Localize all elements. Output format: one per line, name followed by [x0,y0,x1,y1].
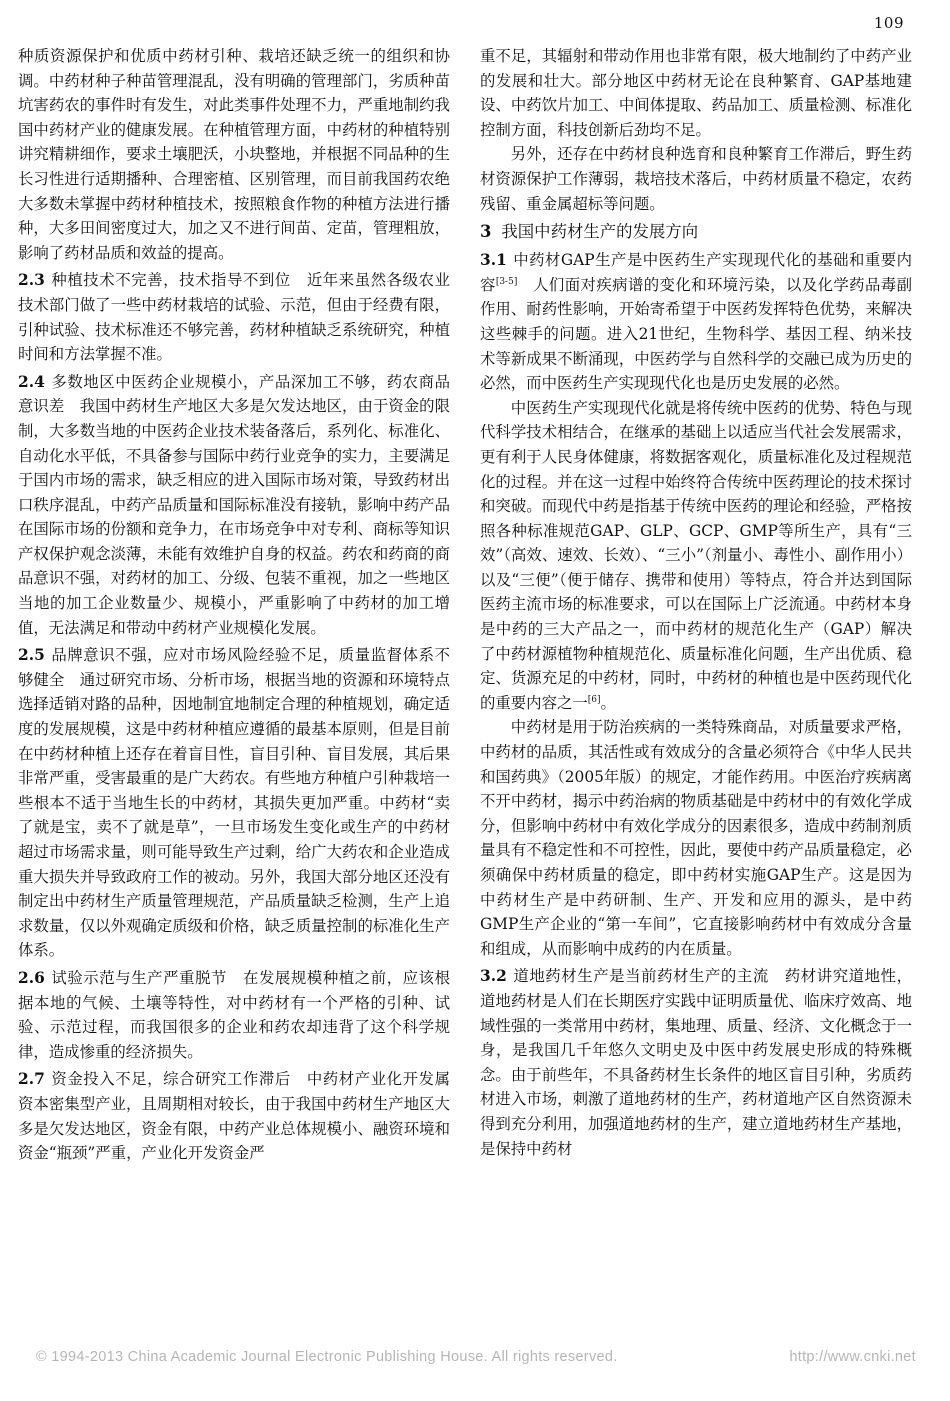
section-number: 2.7 [18,1070,45,1089]
section-heading: 种植技术不完善，技术指导不到位 [50,271,291,290]
section-body: 药材讲究道地性，道地药材是人们在长期医疗实践中证明质量优、临床疗效高、地域性强的一类常用中药材，集地理、质量、经济、文化概念于一身，是我国几千年悠久文明史及中医中药发展史形成的特殊概念。由于前些年，不具备药材生长条件的地区盲目引种，劣质药材进入市场，刺激了道地药材的生产，药材道地产区自然资源未得到充分利用，加强道地药材的生产，建立道地药材生产基地，是保持中药材 [480,967,912,1158]
section-number: 3.2 [480,967,507,986]
section-title: 我国中药材生产的发展方向 [501,222,699,242]
section-heading-h3 [480,219,912,245]
section-heading: 品牌意识不强，应对市场风险经验不足，质量监督体系不够健全 [18,646,450,689]
paragraph-p1 [18,44,450,265]
section-number: 3 [480,222,492,242]
paragraph-text: 另外，还存在中药材良种选育和良种繁育工作滞后，野生药材资源保护工作薄弱，栽培技术落后，中药材质量不稳定，农药残留、重金属超标等问题。 [480,145,912,213]
left-column [18,44,450,1166]
page-number: 109 [873,14,904,32]
section-s23 [18,268,450,366]
citation-ref: [6] [587,694,601,705]
section-s25 [18,643,450,963]
section-body: 中药材产业化开发属资本密集型产业，且周期相对较长，由于我国中药材生产地区大多是欠发达地区，资金有限，中药产业总体规模小、融资环境和资金“瓶颈”严重，产业化开发资金严 [18,1070,450,1163]
paragraph-r4 [480,715,912,961]
section-heading: 多数地区中医药企业规模小，产品深加工不够，药农商品意识差 [18,372,450,416]
paragraph-text: 种质资源保护和优质中药材引种、栽培还缺乏统一的组织和协调。中药材种子种苗管理混乱，没有明确的管理部门，劣质种苗坑害药农的事件时有发生，对此类事件处理不力，严重地制约我国中药材产业的健康发展。在种植管理方面，中药材的种植特别讲究精耕细作，要求土壤肥沃，小块整地，并根据不同品种的生长习性进行适期播种、合理密植、区别管理，而目前我国药农绝大多数未掌握中药材种植技术，按照粮食作物的种植方法进行播种，大多田间密度过大，加之又不进行间苗、定苗，管理粗放，影响了药材品质和效益的提高。 [18,47,450,262]
footer-watermark [36,1349,916,1365]
citation-ref: [3-5] [495,276,518,287]
paragraph-text: 中医药生产实现现代化就是将传统中医药的优势、特色与现代科学技术相结合，在继承的基础上以适应当代社会发展需求，更有利于人民身体健康，将数据客观化，质量标准化及过程规范化的过程。并在这一过程中始终符合传统中医药理论的技术探讨和突破。而现代中药是指基于传统中医药的理论和经验，严格按照各种标准规范GAP、GLP、GCP、GMP等所生产，具有“三效”（高效、速效、长效）、“三小”（剂量小、毒性小、副作用小）以及“三便”（便于储存、携带和使用）等特点，符合并达到国际医药主流市场的标准要求，可以在国际上广泛流通。中药材本身是中药的三大产品之一，而中药材的规范化生产（GAP）解决了中药材源植物种植规范化、质量标准化问题，生产出优质、稳定、货源充足的中药材，同时，中药材的种植也是中医药现代化的重要内容之一 [480,398,912,712]
paragraph-text: 中药材是用于防治疾病的一类特殊商品，对质量要求严格，中药材的品质，其活性或有效成分的含量必须符合《中华人民共和国药典》（2005年版）的规定，才能作药用。中医治疗疾病离不开中药材，揭示中药治病的物质基础是中药材中的有效化学成分，但影响中药材中有效化学成分的因素很多，造成中药制剂质量具有不稳定性和不可控性，因此，要使中药产品质量稳定，必须确保中药材质量的稳定，即中药材实施GAP生产。这是因为中药材生产是中药研制、生产、开发和应用的源头，是中药GMP生产企业的“第一车间”，它直接影响药材中有效成分含量和组成，从而影响中成药的内在质量。 [480,718,912,958]
section-s27 [18,1067,450,1165]
section-heading: 资金投入不足，综合研究工作滞后 [50,1070,291,1089]
section-number: 2.3 [18,271,45,290]
section-body: 人们面对疾病谱的变化和环境污染，以及化学药品毒副作用、耐药性影响，开始寄希望于中医药发挥特色优势，来解决这些棘手的问题。进入21世纪，生物科学、基因工程、纳米技术等新成果不断涌现，中医药学与自然科学的交融已成为历史的必然，而中医药生产实现现代化也是历史发展的必然。 [480,275,912,393]
paragraph-text: 重不足，其辐射和带动作用也非常有限，极大地制约了中药产业的发展和壮大。部分地区中药材无论在良种繁育、GAP基地建设、中药饮片加工、中间体提取、药品加工、质量检测、标准化控制方面，科技创新后劲均不足。 [480,47,912,139]
section-s31 [480,248,912,396]
section-body: 在发展规模种植之前，应该根据本地的气候、土壤等特性，对中药材有一个严格的引种、试验、示范过程，而我国很多的企业和药农却违背了这个科学规律，造成惨重的经济损失。 [18,968,450,1061]
section-s24 [18,370,450,641]
footer-copyright: © 1994-2013 China Academic Journal Electronic Publishing House. All rights reserved. [36,1349,618,1365]
section-number: 2.4 [18,372,45,391]
paragraph-r3 [480,396,912,716]
section-body: 我国中药材生产地区大多是欠发达地区，由于资金的限制，大多数当地的中医药企业技术装备落后，系列化、标准化、自动化水平低，不具备参与国际中药行业竞争的实力，主要满足于国内市场的需求，缺乏相应的进入国际市场对策，导致药材出口秩序混乱，中药产品质量和国际标准没有接轨，影响中药产品在国际市场的份额和竞争力，在市场竞争中对专利、商标等知识产权保护观念淡薄，未能有效维护自身的权益。药农和药商的商品意识不强，对药材的加工、分级、包装不重视，加之一些地区当地的加工企业数量少、规模小，严重影响了中药材的加工增值，无法满足和带动中药材产业规模化发展。 [18,397,450,637]
section-number: 2.6 [18,968,45,987]
paragraph-r1 [480,44,912,142]
right-column [480,44,912,1161]
paragraph-tail: 。 [600,693,616,712]
section-heading: 试验示范与生产严重脱节 [50,968,228,987]
section-body: 通过研究市场、分析市场，根据当地的资源和环境特点选择适销对路的品种，因地制宜地制定合理的种植规划，确定适度的发展规模，这是中药材种植应遵循的最基本原则，但是目前在中药材种植上还存在着盲目性，盲目引种、盲目发展，其后果非常严重，受害最重的是广大药农。有些地方种植户引种栽培一些根本不适于当地生长的中药材，其损失更加严重。中药材“卖了就是宝，卖不了就是草”，一旦市场发生变化或生产的中药材超过市场需求量，则可能导致生产过剩，给广大药农和企业造成重大损失并导致政府工作的被动。另外，我国大部分地区还没有制定出中药材生产质量管理规范，产品质量缺乏检测，生产上追求数量，仅以外观确定质级和价格，缺乏质量控制的标准化生产体系。 [18,670,450,960]
section-body: 近年来虽然各级农业技术部门做了一些中药材栽培的试验、示范，但由于经费有限，引种试验、技术标准还不够完善，药材种植缺乏系统研究，种植时间和方法掌握不准。 [18,271,450,364]
section-number: 3.1 [480,251,507,270]
section-number: 2.5 [18,646,45,665]
section-s32 [480,964,912,1161]
section-heading: 中药材GAP生产是中医药生产实现现代化的基础和重要内容 [480,251,912,294]
footer-url[interactable]: http://www.cnki.net [789,1349,916,1365]
paragraph-r2 [480,142,912,216]
section-heading: 道地药材生产是当前药材生产的主流 [512,967,769,986]
section-s26 [18,966,450,1064]
